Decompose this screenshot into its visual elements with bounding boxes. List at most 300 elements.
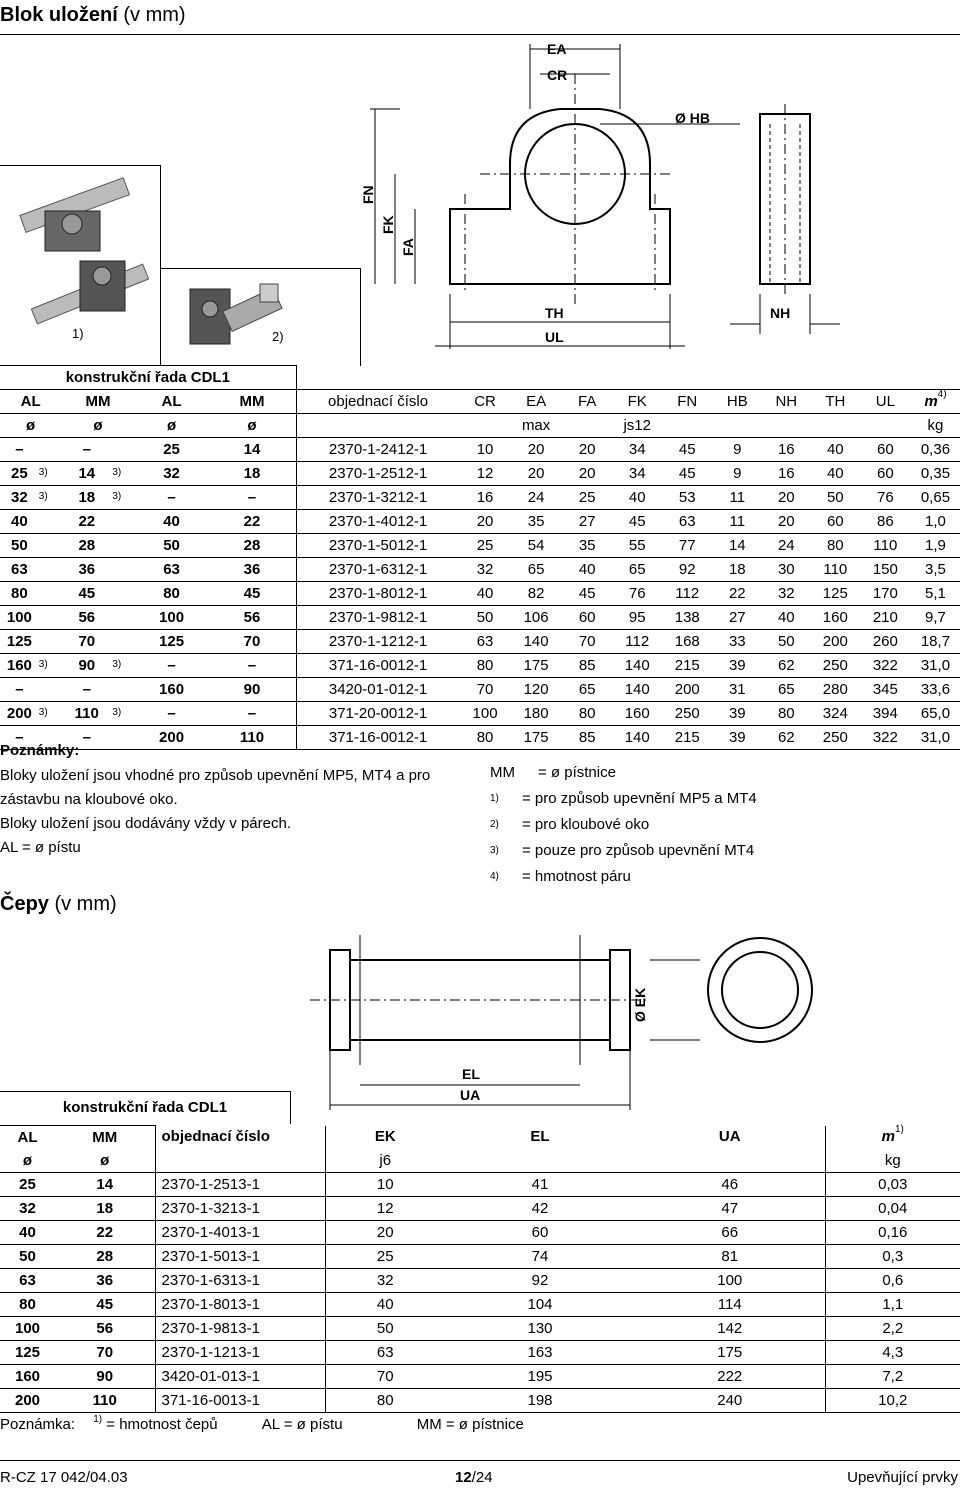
table-row <box>0 1245 960 1269</box>
table-cell: 60 <box>860 462 911 486</box>
note-label: Poznámka: <box>0 1416 76 1433</box>
table-cell: 18 <box>55 1197 155 1221</box>
table-cell: 120 <box>511 678 562 702</box>
table-row <box>0 486 960 510</box>
unit-al: ø <box>0 1149 55 1173</box>
unit-mass: kg <box>825 1149 960 1173</box>
table-cell: 32 <box>135 462 209 486</box>
table-cell: 22 <box>713 582 762 606</box>
table-cell: 250 <box>811 654 860 678</box>
dim-label-ul: UL <box>545 329 564 345</box>
table-cell: 240 <box>635 1389 825 1413</box>
table-cell: 65 <box>762 678 811 702</box>
table-cell: 56 <box>55 1317 155 1341</box>
table-cell: 110 <box>55 1389 155 1413</box>
table-cell: 25 <box>0 462 39 486</box>
table-cell: 45 <box>208 582 296 606</box>
table-cell: 140 <box>613 678 662 702</box>
table-cell: 0,3 <box>825 1245 960 1269</box>
table-cell: 20 <box>762 486 811 510</box>
table-cell: 70 <box>460 678 511 702</box>
table-cell: 92 <box>662 558 713 582</box>
table-cell: 50 <box>135 534 209 558</box>
table-cell <box>112 438 134 462</box>
table-cell: 65 <box>613 558 662 582</box>
note-line: Bloky uložení jsou dodávány vždy v párech. <box>0 815 291 832</box>
table-cell: 65 <box>511 558 562 582</box>
table-cell <box>39 438 61 462</box>
table-cell: 46 <box>635 1173 825 1197</box>
col-order-number: objednací číslo <box>296 390 459 414</box>
table-cell: 80 <box>562 702 613 726</box>
table-cell: 63 <box>135 558 209 582</box>
table-cell: 2,2 <box>825 1317 960 1341</box>
table-row <box>0 1389 960 1413</box>
table-cell: 27 <box>713 606 762 630</box>
dim-label-ua: UA <box>460 1087 481 1103</box>
table-cell: 81 <box>635 1245 825 1269</box>
table-cell: 32 <box>0 486 39 510</box>
table-cell: 9 <box>713 438 762 462</box>
table-cell: 3) <box>112 486 134 510</box>
table-cell: 60 <box>811 510 860 534</box>
table-cell: 110 <box>811 558 860 582</box>
table-cell: 56 <box>61 606 112 630</box>
table-cell: 0,65 <box>911 486 960 510</box>
table-cell: 40 <box>0 510 39 534</box>
table-cell: 80 <box>762 702 811 726</box>
table-cell: 2370-1-6312-1 <box>296 558 459 582</box>
table-cell: 3,5 <box>911 558 960 582</box>
col-order-number: objednací číslo <box>155 1126 325 1150</box>
table-cell: – <box>208 486 296 510</box>
table-cell: 11 <box>713 510 762 534</box>
table-cell: 60 <box>445 1221 635 1245</box>
table-cell: 394 <box>860 702 911 726</box>
table-row <box>0 1269 960 1293</box>
table-cell: 322 <box>860 654 911 678</box>
table-cell: 40 <box>811 462 860 486</box>
table-cell: 160 <box>135 678 209 702</box>
table-cell: 32 <box>0 1197 55 1221</box>
table-cell: 2370-1-1213-1 <box>155 1341 325 1365</box>
table-cell: 2370-1-5013-1 <box>155 1245 325 1269</box>
table-cell: 20 <box>762 510 811 534</box>
table-cell: 36 <box>55 1269 155 1293</box>
table-cell: 7,2 <box>825 1365 960 1389</box>
photo-label-2: 2) <box>272 329 284 344</box>
table-cell: 104 <box>445 1293 635 1317</box>
table-cell <box>39 510 61 534</box>
table-cell: 18 <box>208 462 296 486</box>
table-cell: 160 <box>0 1365 55 1389</box>
table-row <box>0 582 960 606</box>
unit-ek: j6 <box>325 1149 445 1173</box>
table-cell: 42 <box>445 1197 635 1221</box>
table-cell: 125 <box>135 630 209 654</box>
table-cell: 200 <box>135 726 209 750</box>
table-cell: 280 <box>811 678 860 702</box>
table-cell: 54 <box>511 534 562 558</box>
table-cell: 250 <box>811 726 860 750</box>
table-cell: 110 <box>208 726 296 750</box>
table-cell: 30 <box>762 558 811 582</box>
table-cell <box>112 630 134 654</box>
legend-text: = pro kloubové oko <box>522 816 650 833</box>
note-mm: MM = ø pístnice <box>416 1416 524 1433</box>
unit-fk: js12 <box>613 414 662 438</box>
table-cell: 27 <box>562 510 613 534</box>
table-cell: 200 <box>811 630 860 654</box>
table-cell: 3) <box>112 654 134 678</box>
table-cell: 20 <box>511 438 562 462</box>
table-cell: 12 <box>325 1197 445 1221</box>
table-cell: 14 <box>713 534 762 558</box>
table-cell: 63 <box>662 510 713 534</box>
table-cell: 160 <box>811 606 860 630</box>
dim-label-fa: FA <box>400 238 416 256</box>
legend-key: 3) <box>490 845 499 856</box>
table-cell: 222 <box>635 1365 825 1389</box>
table-cell: 3) <box>39 702 61 726</box>
table-cell: 2370-1-2412-1 <box>296 438 459 462</box>
table-cell: – <box>0 678 39 702</box>
table-row <box>0 1221 960 1245</box>
table-cell: 9,7 <box>911 606 960 630</box>
table-cell: 130 <box>445 1317 635 1341</box>
legend-key: MM <box>490 764 515 781</box>
table-cell <box>39 606 61 630</box>
table-cell <box>39 630 61 654</box>
table-cell: 32 <box>325 1269 445 1293</box>
table-cell: – <box>135 702 209 726</box>
dim-label-hb: Ø HB <box>675 110 710 126</box>
table-cell: 371-16-0012-1 <box>296 654 459 678</box>
note-sup: 1) <box>93 1414 103 1425</box>
table-cell: 3) <box>112 462 134 486</box>
table-cell: 63 <box>0 558 39 582</box>
table-cell: 65,0 <box>911 702 960 726</box>
table-cell: 47 <box>635 1197 825 1221</box>
table-cell: 160 <box>613 702 662 726</box>
table-cell: 31 <box>713 678 762 702</box>
table-cell: 36 <box>61 558 112 582</box>
table-cell: 163 <box>445 1341 635 1365</box>
table-cell: 50 <box>811 486 860 510</box>
table-cell: 3) <box>39 486 61 510</box>
table-cell: 2370-1-9813-1 <box>155 1317 325 1341</box>
table-cell: 125 <box>811 582 860 606</box>
page-title-unit: (v mm) <box>117 4 186 26</box>
table-cell: 3420-01-013-1 <box>155 1365 325 1389</box>
table-cell: 31,0 <box>911 654 960 678</box>
table-cell: 2370-1-3212-1 <box>296 486 459 510</box>
table-cell: 2370-1-8013-1 <box>155 1293 325 1317</box>
table-cell: 40 <box>562 558 613 582</box>
table-cell <box>112 606 134 630</box>
table-row <box>0 630 960 654</box>
table-cell: 2370-1-9812-1 <box>296 606 459 630</box>
page-title: Blok uložení <box>0 4 118 26</box>
table-cell: 70 <box>55 1341 155 1365</box>
table-cell: 1,1 <box>825 1293 960 1317</box>
table-cell: – <box>135 654 209 678</box>
table-cell: 35 <box>511 510 562 534</box>
table-cell: 200 <box>0 702 39 726</box>
col-fk: FK <box>613 390 662 414</box>
table-cell: 92 <box>445 1269 635 1293</box>
table-cell: 371-16-0013-1 <box>155 1389 325 1413</box>
col-al-2: AL <box>135 390 209 414</box>
table-cell: 50 <box>460 606 511 630</box>
table-row <box>0 678 960 702</box>
table-cell: 12 <box>460 462 511 486</box>
table-cell: 66 <box>635 1221 825 1245</box>
table-cell: 2370-1-4013-1 <box>155 1221 325 1245</box>
table-cell: 14 <box>208 438 296 462</box>
dim-label-ek: Ø EK <box>632 987 648 1022</box>
table-cell: 24 <box>511 486 562 510</box>
table-row <box>0 654 960 678</box>
table-cell: 0,6 <box>825 1269 960 1293</box>
table-row <box>0 534 960 558</box>
table-cell: 80 <box>0 582 39 606</box>
table-cell: 62 <box>762 654 811 678</box>
table-cell: 198 <box>445 1389 635 1413</box>
table-cell: 322 <box>860 726 911 750</box>
table-cell: 65 <box>562 678 613 702</box>
table-cell: 45 <box>55 1293 155 1317</box>
table-cell: – <box>61 438 112 462</box>
unit-al-2: ø <box>135 414 209 438</box>
table-cell: 114 <box>635 1293 825 1317</box>
legend-key: 2) <box>490 819 499 830</box>
table-cell: 2370-1-4012-1 <box>296 510 459 534</box>
legend-key: 4) <box>490 871 499 882</box>
table-cell: 45 <box>613 510 662 534</box>
table-cell: 16 <box>762 438 811 462</box>
table-cell: 50 <box>0 534 39 558</box>
table-cell: 18,7 <box>911 630 960 654</box>
section2-title: Čepy (v mm) <box>0 893 117 915</box>
col-mm: MM <box>61 390 135 414</box>
col-al: AL <box>0 390 61 414</box>
col-el: EL <box>530 1128 550 1146</box>
table-cell: 0,16 <box>825 1221 960 1245</box>
table-cell: 100 <box>135 606 209 630</box>
table-cell: 22 <box>55 1221 155 1245</box>
table-cell <box>39 678 61 702</box>
notes-right <box>490 760 757 890</box>
table-cell: – <box>61 678 112 702</box>
table-cell: 31,0 <box>911 726 960 750</box>
table-cell: 90 <box>61 654 112 678</box>
table-cell: 63 <box>325 1341 445 1365</box>
table-cell: 0,03 <box>825 1173 960 1197</box>
col-mm-2: MM <box>208 390 296 414</box>
section-name: Upevňující prvky <box>847 1469 958 1486</box>
table-cell: 24 <box>762 534 811 558</box>
table-cell: 1,0 <box>911 510 960 534</box>
table-cell: 18 <box>61 486 112 510</box>
table-cell: 33 <box>713 630 762 654</box>
table-cell <box>112 558 134 582</box>
col-cr: CR <box>460 390 511 414</box>
table-cell: 85 <box>562 654 613 678</box>
table-cell: 0,36 <box>911 438 960 462</box>
table-cell: 210 <box>860 606 911 630</box>
table-row <box>0 1173 960 1197</box>
table-cell: 180 <box>511 702 562 726</box>
table-cell: 34 <box>613 462 662 486</box>
table-cell: 215 <box>662 726 713 750</box>
dim-label-fk: FK <box>380 215 396 234</box>
table-cell: 2370-1-1212-1 <box>296 630 459 654</box>
table-cell: 140 <box>613 726 662 750</box>
table-cell: 160 <box>0 654 39 678</box>
table-cell: 50 <box>0 1245 55 1269</box>
col-hb: HB <box>713 390 762 414</box>
unit-mm-2: ø <box>208 414 296 438</box>
table-cell: 32 <box>460 558 511 582</box>
table-cell: 20 <box>511 462 562 486</box>
table-cell: 324 <box>811 702 860 726</box>
note-line: zástavbu na kloubové oko. <box>0 791 178 808</box>
col-th: TH <box>811 390 860 414</box>
table-cell <box>112 582 134 606</box>
col-fn: FN <box>662 390 713 414</box>
table-cell: 34 <box>613 438 662 462</box>
table-cell: 80 <box>811 534 860 558</box>
table-cell: 50 <box>762 630 811 654</box>
table-cell: 371-16-0012-1 <box>296 726 459 750</box>
table-cell <box>112 534 134 558</box>
notes-left <box>0 764 470 860</box>
table-cell: 2370-1-8012-1 <box>296 582 459 606</box>
table-cell: 9 <box>713 462 762 486</box>
table-cell: 100 <box>0 606 39 630</box>
unit-mass: kg <box>911 414 960 438</box>
table-cell: 100 <box>460 702 511 726</box>
table-cell: 215 <box>662 654 713 678</box>
table-row <box>0 438 960 462</box>
table-cell: 63 <box>0 1269 55 1293</box>
table-cell: 3) <box>112 702 134 726</box>
table-cell: 2370-1-2513-1 <box>155 1173 325 1197</box>
col-mass: $m^{4)}$ <box>911 390 960 414</box>
table-cell: 260 <box>860 630 911 654</box>
table-cell: 10,2 <box>825 1389 960 1413</box>
table-cell: 3) <box>39 462 61 486</box>
col-ul: UL <box>860 390 911 414</box>
table-row <box>0 726 960 750</box>
table-cell: 80 <box>325 1389 445 1413</box>
table-cell: 80 <box>460 654 511 678</box>
dim-label-cr: CR <box>547 67 568 83</box>
table-cell: 80 <box>0 1293 55 1317</box>
table-cell: 11 <box>713 486 762 510</box>
table-cell: 4,3 <box>825 1341 960 1365</box>
table-row <box>0 462 960 486</box>
table-cell: 60 <box>860 438 911 462</box>
table-cell: 200 <box>0 1389 55 1413</box>
table-cell: 2370-1-5012-1 <box>296 534 459 558</box>
table-cell: 28 <box>55 1245 155 1269</box>
page-total: /24 <box>471 1469 493 1486</box>
photo-label-1: 1) <box>72 326 84 341</box>
table-cell: 32 <box>762 582 811 606</box>
table-row <box>0 558 960 582</box>
table-cell: 112 <box>662 582 713 606</box>
table-cell: 371-20-0012-1 <box>296 702 459 726</box>
legend-text: = hmotnost páru <box>522 868 631 885</box>
bearing-block-drawing <box>360 34 960 364</box>
table-cell <box>112 678 134 702</box>
note-line: Bloky uložení jsou vhodné pro způsob upevnění MP5, MT4 a pro <box>0 767 431 784</box>
table-cell: 39 <box>713 702 762 726</box>
note-text: = hmotnost čepů <box>102 1416 218 1433</box>
table-cell: 140 <box>511 630 562 654</box>
table-cell: 55 <box>613 534 662 558</box>
col-fa: FA <box>562 390 613 414</box>
pin-table <box>0 1125 960 1413</box>
table-cell: 150 <box>860 558 911 582</box>
table-cell: 20 <box>562 438 613 462</box>
table1-group-title: konstrukční řada CDL1 <box>0 366 296 390</box>
table-cell: 40 <box>460 582 511 606</box>
table-cell: 82 <box>511 582 562 606</box>
table-cell: 25 <box>460 534 511 558</box>
table-cell: 50 <box>325 1317 445 1341</box>
table-cell: 170 <box>860 582 911 606</box>
pin-note <box>0 1416 524 1433</box>
table-row <box>0 1365 960 1389</box>
dim-label-el: EL <box>462 1066 480 1082</box>
unit-mm: ø <box>61 414 135 438</box>
table-row <box>0 1317 960 1341</box>
table-cell: 70 <box>325 1365 445 1389</box>
col-ua: UA <box>718 1128 741 1146</box>
table-cell: 35 <box>562 534 613 558</box>
table-cell: 40 <box>325 1293 445 1317</box>
table-row <box>0 1197 960 1221</box>
table-cell: 90 <box>208 678 296 702</box>
table-cell: 250 <box>662 702 713 726</box>
table-cell: 95 <box>613 606 662 630</box>
unit-al: ø <box>0 414 61 438</box>
table-cell: 40 <box>811 438 860 462</box>
table-cell: 86 <box>860 510 911 534</box>
dim-label-nh: NH <box>770 305 791 321</box>
table-cell: 2370-1-3213-1 <box>155 1197 325 1221</box>
unit-mm: ø <box>55 1149 155 1173</box>
dim-label-th: TH <box>545 305 564 321</box>
table2-group-frame <box>0 1091 291 1124</box>
pin-drawing <box>300 930 820 1120</box>
table-cell: 3420-01-012-1 <box>296 678 459 702</box>
table-cell: 110 <box>61 702 112 726</box>
table-cell: – <box>0 438 39 462</box>
table-cell: 80 <box>135 582 209 606</box>
legend-key: 1) <box>490 793 499 804</box>
table-cell: 14 <box>61 462 112 486</box>
table-cell: 90 <box>55 1365 155 1389</box>
table-cell: 14 <box>55 1173 155 1197</box>
table-cell: 40 <box>0 1221 55 1245</box>
table-cell: 45 <box>61 582 112 606</box>
table-cell: 20 <box>460 510 511 534</box>
table-cell: 112 <box>613 630 662 654</box>
